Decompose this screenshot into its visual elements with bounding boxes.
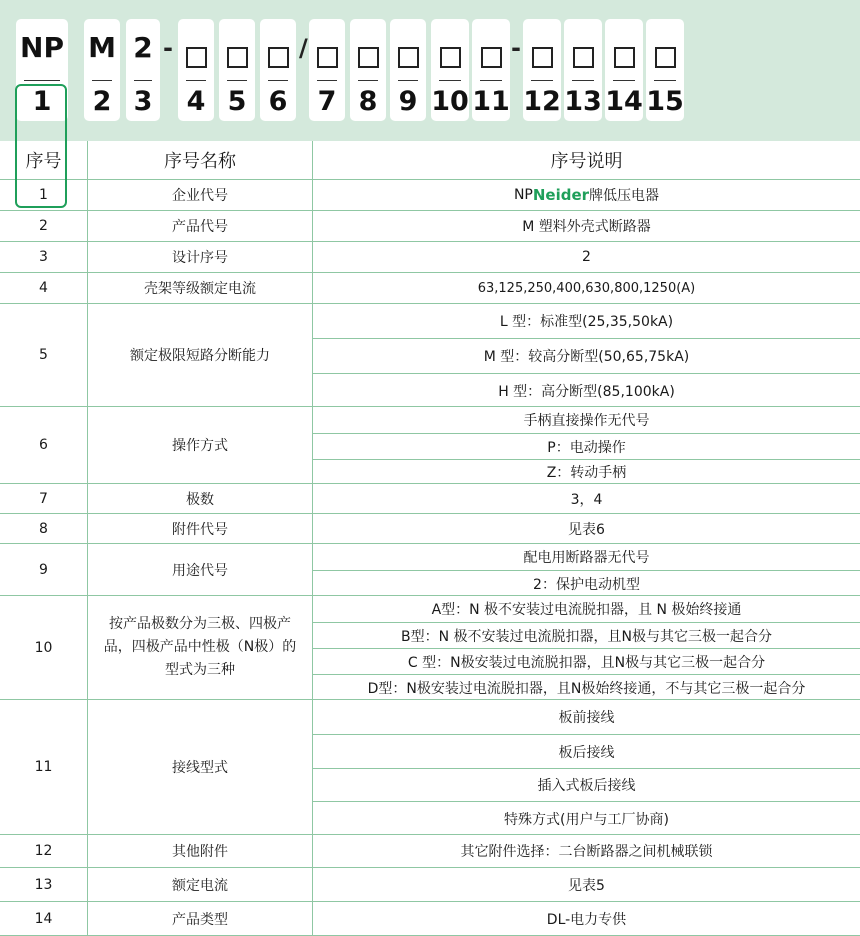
code-underline (24, 80, 60, 81)
row-number: 4 (0, 273, 88, 303)
position-number-15: 15 (646, 86, 684, 117)
row-name: 额定电流 (88, 868, 313, 901)
row-name: 设计序号 (88, 242, 313, 272)
code-box-13 (564, 19, 602, 121)
row-desc-line: D型：N极安装过电流脱扣器，且N极始终接通，不与其它三极一起合分 (313, 674, 860, 700)
placeholder-square-icon (481, 47, 502, 68)
table-row (0, 484, 860, 514)
position-number-11: 11 (472, 86, 510, 117)
row-desc: M 塑料外壳式断路器 (522, 219, 651, 235)
position-number-13: 13 (564, 86, 602, 117)
code-box-11 (472, 19, 510, 121)
code-box-9 (390, 19, 426, 121)
row-name: 壳架等级额定电流 (88, 273, 313, 303)
code-box-10 (431, 19, 469, 121)
row-name: 接线型式 (88, 700, 313, 834)
row-name: 附件代号 (88, 514, 313, 543)
dash-separator-2: - (511, 34, 521, 62)
row-number: 3 (0, 242, 88, 272)
row-name: 额定极限短路分断能力 (88, 304, 313, 406)
row-number: 14 (0, 902, 88, 935)
code-underline (134, 80, 152, 81)
position-number-9: 9 (398, 86, 418, 117)
table-row (0, 304, 860, 407)
row-desc-line: 配电用断路器无代号 (523, 550, 650, 566)
table-row (0, 211, 860, 242)
placeholder-square-icon (268, 47, 289, 68)
code-box-15 (646, 19, 684, 121)
row-desc: 其它附件选择：二台断路器之间机械联锁 (460, 844, 713, 860)
table-row (0, 514, 860, 544)
code-box-2 (84, 19, 120, 121)
table-row (0, 242, 860, 273)
code-underline (439, 80, 461, 81)
placeholder-square-icon (186, 47, 207, 68)
header-no: 序号 (0, 141, 88, 179)
position-number-5: 5 (227, 86, 247, 117)
code-box-6 (260, 19, 296, 121)
row-desc-line: Z：转动手柄 (313, 459, 860, 484)
row-desc-line: C 型：N极安装过电流脱扣器，且N极与其它三极一起合分 (313, 648, 860, 674)
placeholder-square-icon (227, 47, 248, 68)
code-box-4 (178, 19, 214, 121)
row-desc-line: 板前接线 (558, 710, 615, 726)
dash-separator-1: - (163, 34, 173, 62)
table-row (0, 868, 860, 902)
row-desc: DL-电力专供 (546, 911, 627, 928)
row-desc-line: M 型：较高分断型(50,65,75kA) (313, 338, 860, 373)
desc-suffix: 牌低压电器 (589, 188, 660, 204)
code-underline (186, 80, 206, 81)
row-number: 13 (0, 868, 88, 901)
row-desc: 见表5 (568, 877, 605, 894)
table-row (0, 273, 860, 304)
row-name-text: 按产品极数分为三极、四极产品，四极产品中性极（N极）的型式为三种 (103, 616, 297, 678)
placeholder-square-icon (614, 47, 635, 68)
placeholder-square-icon (358, 47, 379, 68)
table-header-row (0, 141, 860, 180)
row-number: 9 (0, 544, 88, 595)
row-desc-line: 插入式板后接线 (313, 768, 860, 801)
code-underline (268, 80, 288, 81)
row-number: 5 (0, 304, 88, 406)
code-digit-2: 2 (133, 31, 153, 64)
code-box-12 (523, 19, 561, 121)
model-code-header (0, 0, 860, 141)
position-number-8: 8 (358, 86, 378, 117)
header-name: 序号名称 (88, 141, 313, 179)
row-desc-line: B型：N 极不安装过电流脱扣器，且N极与其它三极一起合分 (313, 622, 860, 648)
header-desc: 序号说明 (550, 151, 623, 172)
code-box-3 (126, 19, 160, 121)
position-number-3: 3 (133, 86, 153, 117)
code-underline (317, 80, 337, 81)
code-underline (398, 80, 418, 81)
row-number: 2 (0, 211, 88, 241)
placeholder-square-icon (317, 47, 338, 68)
row-desc-line: 特殊方式(用户与工厂协商) (313, 801, 860, 835)
row-desc: 见表6 (568, 521, 605, 538)
table-row (0, 596, 860, 700)
row-number: 1 (0, 180, 88, 210)
code-underline (613, 80, 635, 81)
row-number: 8 (0, 514, 88, 543)
code-letter-m: M (88, 31, 116, 64)
code-underline (572, 80, 594, 81)
code-underline (531, 80, 553, 81)
row-number: 6 (0, 407, 88, 483)
row-desc-line: 板后接线 (313, 734, 860, 768)
row-desc (313, 180, 860, 210)
position-number-2: 2 (92, 86, 112, 117)
code-underline (92, 80, 112, 81)
row-desc-line: A型：N 极不安装过电流脱扣器，且 N 极始终接通 (431, 602, 742, 618)
code-underline (358, 80, 378, 81)
code-box-8 (350, 19, 386, 121)
row-number: 11 (0, 700, 88, 834)
placeholder-square-icon (573, 47, 594, 68)
row-desc: 3，4 (570, 491, 603, 508)
row-name (88, 596, 313, 699)
code-box-7 (309, 19, 345, 121)
table-row (0, 407, 860, 484)
position-number-12: 12 (523, 86, 561, 117)
code-prefix: NP (20, 31, 64, 64)
placeholder-square-icon (532, 47, 553, 68)
slash-separator: / (299, 34, 308, 62)
table-row (0, 180, 860, 211)
row-name: 产品代号 (88, 211, 313, 241)
position-number-6: 6 (268, 86, 288, 117)
code-box-14 (605, 19, 643, 121)
placeholder-square-icon (655, 47, 676, 68)
position-number-4: 4 (186, 86, 206, 117)
position-number-14: 14 (605, 86, 643, 117)
position-number-1: 1 (32, 86, 52, 117)
placeholder-square-icon (398, 47, 419, 68)
table-row (0, 544, 860, 596)
desc-prefix: NP (513, 187, 533, 203)
position-number-7: 7 (317, 86, 337, 117)
row-name: 企业代号 (88, 180, 313, 210)
code-box-5 (219, 19, 255, 121)
code-underline (480, 80, 502, 81)
highlight-frame (15, 84, 67, 208)
row-number: 12 (0, 835, 88, 867)
row-desc-line: 2：保护电动机型 (313, 570, 860, 596)
row-desc-line: P：电动操作 (313, 433, 860, 459)
position-number-10: 10 (431, 86, 469, 117)
row-name: 其他附件 (88, 835, 313, 867)
row-number: 7 (0, 484, 88, 513)
row-desc: 63,125,250,400,630,800,1250(A) (477, 280, 696, 296)
row-name: 产品类型 (88, 902, 313, 935)
row-number: 10 (0, 596, 88, 699)
row-name: 操作方式 (88, 407, 313, 483)
code-underline (227, 80, 247, 81)
row-desc-line: H 型：高分断型(85,100kA) (313, 373, 860, 407)
table-row (0, 835, 860, 868)
placeholder-square-icon (440, 47, 461, 68)
code-underline (654, 80, 676, 81)
row-name: 用途代号 (88, 544, 313, 595)
row-desc-line: L 型：标准型(25,35,50kA) (499, 314, 674, 330)
table-row (0, 902, 860, 936)
row-desc: 2 (582, 249, 591, 265)
row-desc-line: 手柄直接操作无代号 (523, 413, 650, 429)
table-row (0, 700, 860, 835)
brand-name: Neider (532, 186, 590, 204)
row-name: 极数 (88, 484, 313, 513)
